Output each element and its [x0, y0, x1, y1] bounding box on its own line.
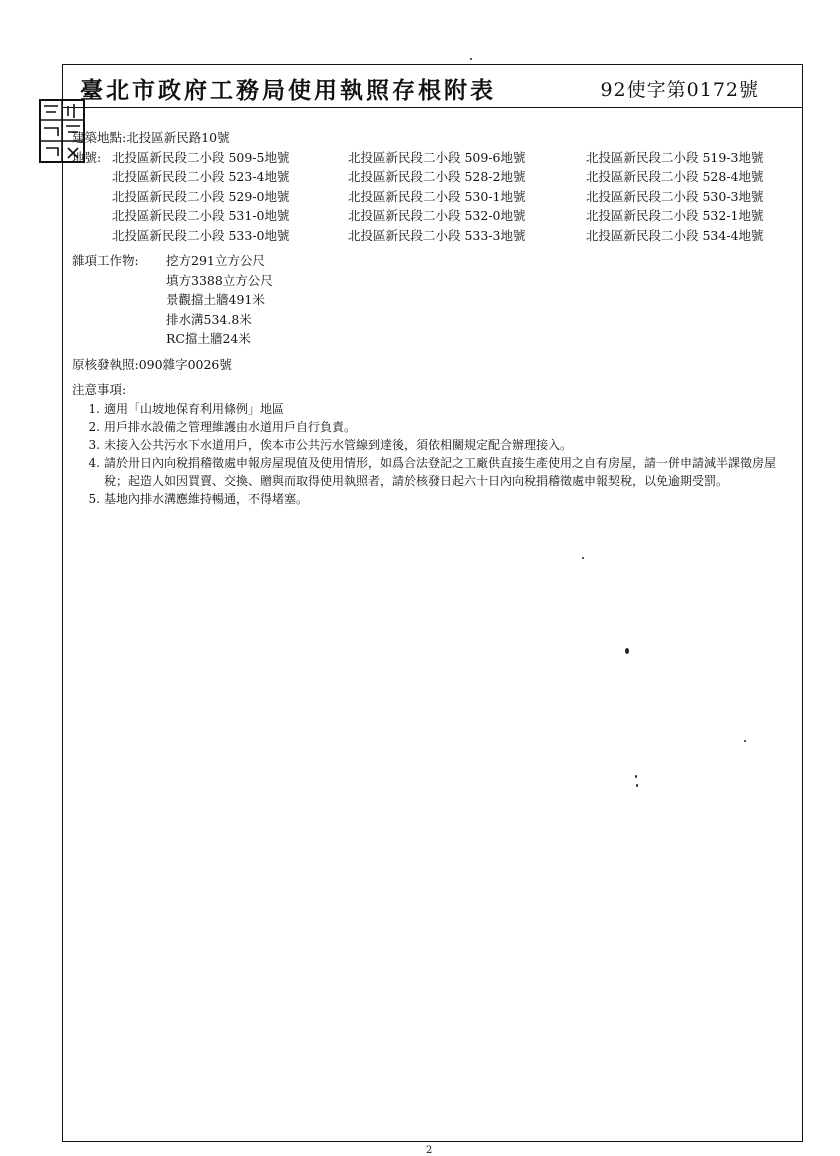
list-item	[72, 454, 792, 490]
lot-numbers-section	[72, 148, 792, 246]
lot-number: 北投區新民段二小段 530-1地號	[348, 188, 526, 204]
scan-speck	[582, 557, 584, 559]
misc-work-item: 填方3388立方公尺	[166, 272, 273, 288]
document-body	[72, 128, 792, 508]
scan-speck	[470, 58, 472, 60]
list-item	[72, 490, 792, 508]
notes-list	[72, 400, 792, 508]
lot-number: 北投區新民段二小段 532-1地號	[586, 208, 764, 223]
lot-number: 北投區新民段二小段 532-0地號	[348, 208, 526, 223]
misc-work-item: 排水溝534.8米	[166, 311, 252, 327]
scan-speck	[636, 784, 638, 787]
lot-row	[112, 226, 806, 246]
lot-row	[112, 187, 806, 207]
scan-speck	[625, 648, 629, 654]
misc-work-item: RC擋土牆24米	[166, 331, 251, 346]
lot-number: 北投區新民段二小段 528-4地號	[586, 169, 764, 184]
lot-number: 北投區新民段二小段 533-3地號	[348, 227, 526, 243]
list-item	[72, 400, 792, 418]
note-text: 基地內排水溝應維持暢通，不得堵塞。	[104, 491, 309, 506]
note-text: 用戶排水設備之管理維護由水道用戶自行負責。	[104, 419, 357, 434]
lot-row	[112, 148, 806, 168]
document-header	[62, 64, 803, 108]
lot-row	[112, 167, 806, 187]
note-number: 3.	[88, 437, 100, 452]
permit-number: 92使字第0172號	[600, 79, 759, 101]
original-permit-row	[72, 355, 792, 375]
note-number: 2.	[88, 419, 100, 434]
original-permit-value: 090雜字0026號	[138, 356, 232, 372]
lot-number: 北投區新民段二小段 531-0地號	[112, 208, 290, 223]
lot-number: 北投區新民段二小段 509-5地號	[112, 149, 290, 165]
note-number: 1.	[88, 401, 100, 416]
note-text: 請於卅日內向稅捐稽徵處申報房屋現值及使用情形，如爲合法登記之工廠供直接生產使用之自有房屋，請一併申請減半課徵房屋稅；起造人如因買賣、交換、贈與而取得使用執照者，請於核發日起六十日內向稅捐稽徵處申報契稅，以免逾期受罰。	[104, 455, 777, 488]
scan-speck	[635, 775, 637, 778]
site-address-value: 北投區新民路10號	[126, 130, 230, 145]
list-item	[72, 436, 792, 454]
lot-number: 北投區新民段二小段 534-4地號	[586, 227, 764, 243]
misc-work-item: 景觀擋土牆491米	[166, 292, 265, 307]
note-number: 4.	[88, 455, 100, 470]
misc-works-label: 雜項工作物:	[72, 253, 139, 268]
lot-row	[112, 206, 806, 226]
site-address-label: 建築地點:	[72, 130, 127, 145]
notes-heading: 注意事項:	[72, 382, 127, 397]
lot-number: 北投區新民段二小段 523-4地號	[112, 169, 290, 184]
misc-works-section	[72, 251, 792, 349]
lot-number: 北投區新民段二小段 529-0地號	[112, 188, 290, 204]
document-title: 臺北市政府工務局使用執照存根附表	[80, 77, 496, 104]
scan-speck	[744, 740, 746, 742]
original-permit-label: 原核發執照:	[72, 356, 139, 372]
lot-number: 北投區新民段二小段 528-2地號	[348, 169, 526, 184]
lot-number: 北投區新民段二小段 533-0地號	[112, 227, 290, 243]
lot-number: 北投區新民段二小段 509-6地號	[348, 149, 526, 165]
site-address-row	[72, 128, 792, 148]
list-item	[72, 418, 792, 436]
lot-number: 北投區新民段二小段 530-3地號	[586, 188, 764, 204]
note-text: 適用「山坡地保育利用條例」地區	[104, 401, 285, 416]
note-number: 5.	[88, 491, 100, 506]
misc-work-item: 挖方291立方公尺	[166, 253, 265, 268]
misc-works-list	[166, 251, 273, 349]
lot-numbers-label: 地號:	[72, 149, 102, 165]
page-number: 2	[426, 1145, 433, 1156]
note-text: 未接入公共污水下水道用戶，俟本市公共污水管線到達後，須依相關規定配合辦理接入。	[104, 437, 573, 452]
lot-number: 北投區新民段二小段 519-3地號	[586, 149, 764, 165]
